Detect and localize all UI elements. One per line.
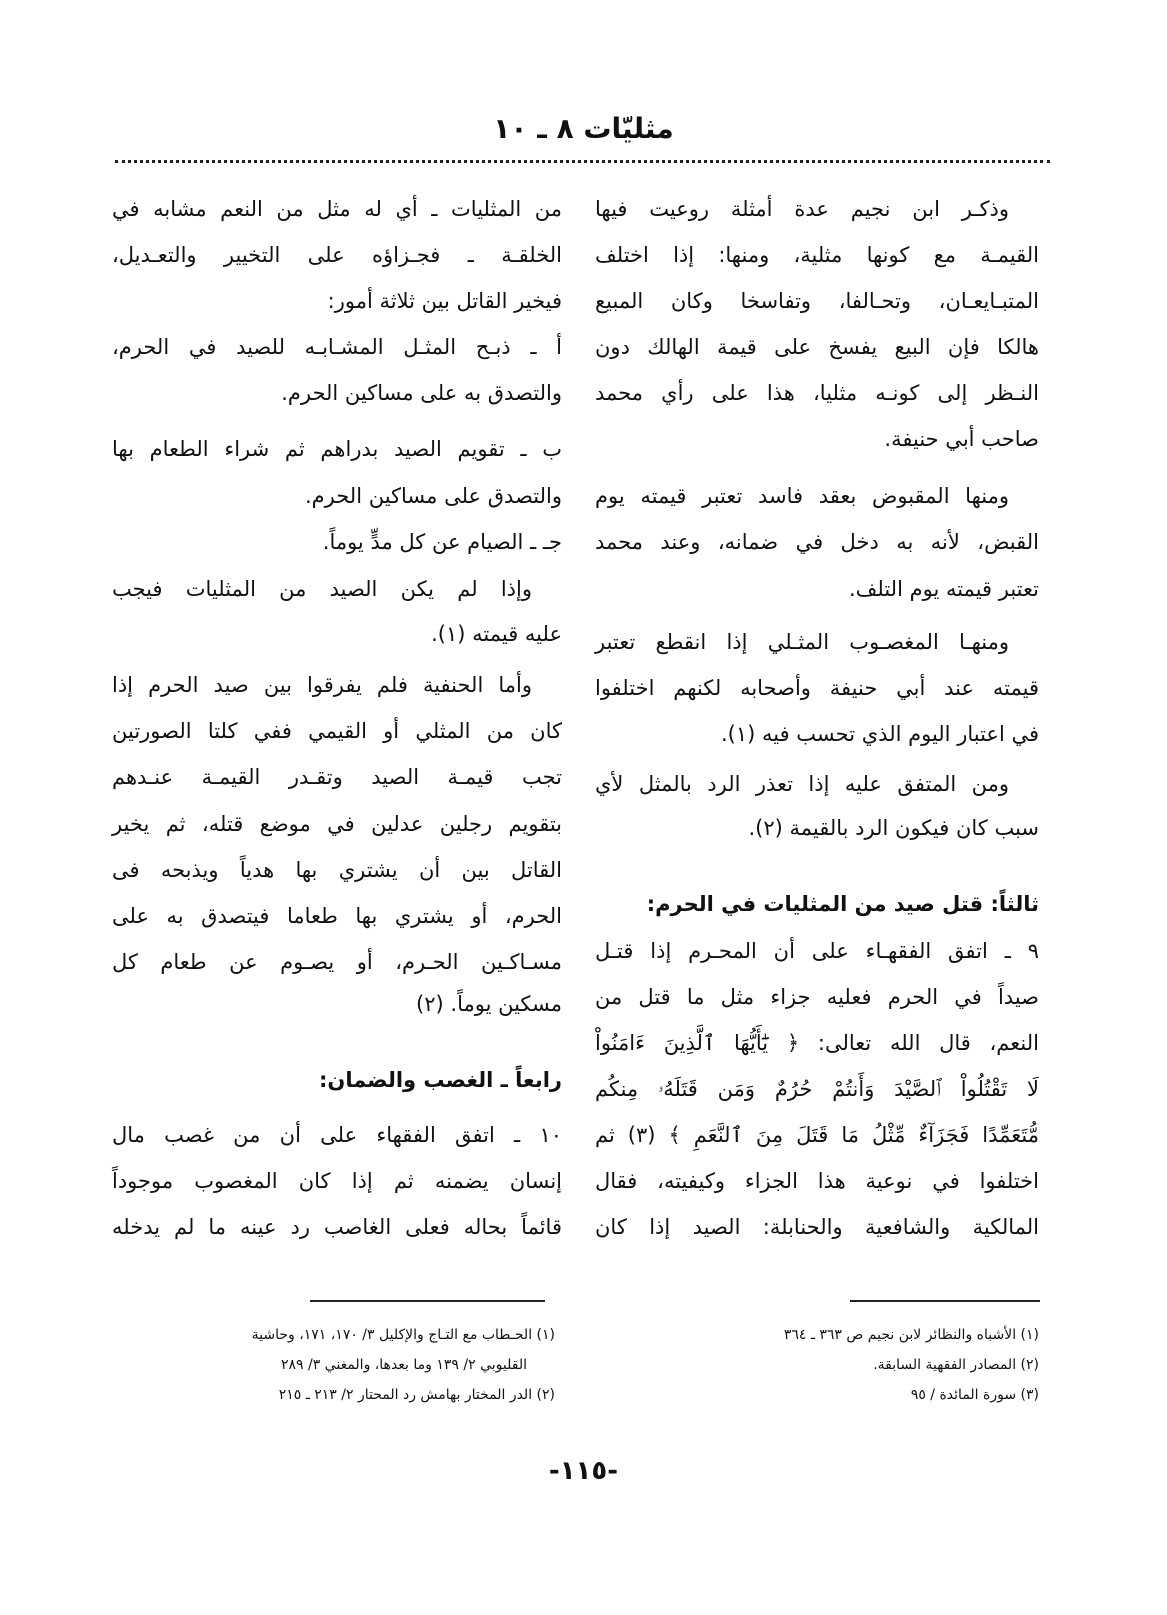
footnote: (٢) الدر المختار بهامش رد المحتار ٢/ ٢١٣ ـ ٢١٥ [278, 1387, 555, 1403]
text-line: القاتل بين أن يشتري بها هدياً ويذبحه فى [112, 858, 562, 882]
text-line: مُّتَعَمِّدًا فَجَزَآءٌ مِّثْلُ مَا قَتَلَ مِنَ ٱلنَّعَمِ ﴾ (٣) ثم [595, 1123, 1039, 1147]
text-line: النعم، قال الله تعالى: ﴿ يَٰٓأَيُّهَا ٱلَّذِينَ ءَامَنُواْ [595, 1031, 1039, 1055]
section-heading: رابعاً ـ الغصب والضمان: [319, 1068, 562, 1092]
text-line: مسكين يوماً. (٢) [416, 992, 562, 1016]
text-line: المالكية والشافعية والحنابلة: الصيد إذا كان [595, 1215, 1039, 1239]
text-line: وذكـر ابن نجيم عدة أمثلة روعيت فيها [595, 197, 1009, 221]
text-line: بتقويم رجلين عدلين في موضع قتله، ثم يخير [112, 812, 562, 836]
text-line: مسـاكـين الحـرم، أو يصـوم عن طعام كل [112, 950, 562, 974]
text-line: قائماً بحاله فعلى الغاصب رد عينه ما لم يدخله [112, 1215, 562, 1239]
text-line: قيمته عند أبي حنيفة وأصحابه لكنهم اختلفوا [595, 676, 1039, 700]
text-line: من المثليات ـ أي له مثل من النعم مشابه في [112, 197, 562, 221]
running-header: مثليّات ٨ ـ ١٠ [493, 112, 674, 145]
text-line: وإذا لم يكن الصيد من المثليات فيجب [112, 577, 532, 601]
text-line: كان من المثلي أو القيمي ففي كلتا الصورتين [112, 719, 562, 743]
text-line: والتصدق به على مساكين الحرم. [281, 381, 562, 405]
text-line: هالكا فإن البيع يفسخ على قيمة الهالك دون [595, 335, 1039, 359]
text-line: لَا تَقْتُلُواْ ٱلصَّيْدَ وَأَنتُمْ حُرُمٌ وَمَن قَتَلَهُۥ مِنكُم [595, 1077, 1039, 1101]
text-line: ومنها المقبوض بعقد فاسد تعتبر قيمته يوم [595, 484, 1009, 508]
text-line: ومن المتفق عليه إذا تعذر الرد بالمثل لأي [595, 772, 1009, 796]
text-line: ١٠ ـ اتفق الفقهاء على أن من غصب مال [112, 1123, 562, 1147]
text-line: عليه قيمته (١). [431, 622, 562, 646]
text-line: الحرم، أو يشتري بها طعاما فيتصدق به على [112, 904, 562, 928]
text-line: القيمـة مع كونها مثلية، ومنها: إذا اختلف [595, 243, 1039, 267]
text-line: القبض، لأنه به دخل في ضمانه، وعند محمد [595, 530, 1039, 554]
text-line: الخلقـة ـ فجـزاؤه على التخيير والتعـديل، [112, 243, 562, 267]
text-line: اختلفوا في نوعية هذا الجزاء وكيفيته، فقال [595, 1169, 1039, 1193]
text-line: ٩ ـ اتفق الفقهـاء على أن المحـرم إذا قتـل [595, 939, 1039, 963]
text-line: تعتبر قيمته يوم التلف. [848, 577, 1039, 601]
text-line: المتبـايعـان، وتحـالفا، وتفاسخا وكان المبيع [595, 289, 1039, 313]
footnote: (٢) المصادر الفقهية السابقة. [873, 1357, 1039, 1373]
footnote-rule-left [310, 1300, 545, 1302]
text-line: فيخير القاتل بين ثلاثة أمور: [327, 289, 562, 313]
section-heading: ثالثاً: قتل صيد من المثليات في الحرم: [646, 892, 1039, 916]
footnote: (٣) سورة المائدة / ٩٥ [910, 1387, 1039, 1403]
text-line: وأما الحنفية فلم يفرقوا بين صيد الحرم إذا [112, 673, 532, 697]
footnote-rule-right [850, 1300, 1040, 1302]
text-line: أ ـ ذبـح المثـل المشـابـه للصيد في الحرم، [112, 335, 562, 359]
text-line: النـظر إلى كونـه مثليا، هذا على رأي محمد [595, 381, 1039, 405]
footnote: (١) الأشباه والنظائر لابن نجيم ص ٣٦٣ ـ ٣٦٤ [783, 1327, 1039, 1343]
text-line: جـ ـ الصيام عن كل مدٍّ يوماً. [322, 530, 562, 554]
text-line: صاحب أبي حنيفة. [884, 427, 1039, 451]
footnote: (١) الحـطاب مع التـاج والإكليل ٣/ ١٧٠، ١٧١، وحاشية [251, 1327, 555, 1343]
page-number: -١١٥- [548, 1456, 619, 1486]
text-line: تجب قيمـة الصيد وتقـدر القيمـة عنـدهم [112, 765, 562, 789]
text-line: إنسان يضمنه ثم إذا كان المغصوب موجوداً [112, 1169, 562, 1193]
text-line: ومنهـا المغصـوب المثـلي إذا انقطع تعتبر [595, 630, 1009, 654]
text-line: والتصدق على مساكين الحرم. [304, 484, 562, 508]
text-line: سبب كان فيكون الرد بالقيمة (٢). [748, 816, 1039, 840]
footnote-continued: القليوبي ٢/ ١٣٩ وما بعدها، والمغني ٣/ ٢٨٩ [280, 1357, 527, 1373]
text-line: في اعتبار اليوم الذي تحسب فيه (١). [720, 722, 1039, 746]
text-line: ب ـ تقويم الصيد بدراهم ثم شراء الطعام بها [112, 437, 562, 461]
header-dotted-rule [115, 160, 1050, 163]
text-line: صيداً في الحرم فعليه جزاء مثل ما قتل من [595, 985, 1039, 1009]
